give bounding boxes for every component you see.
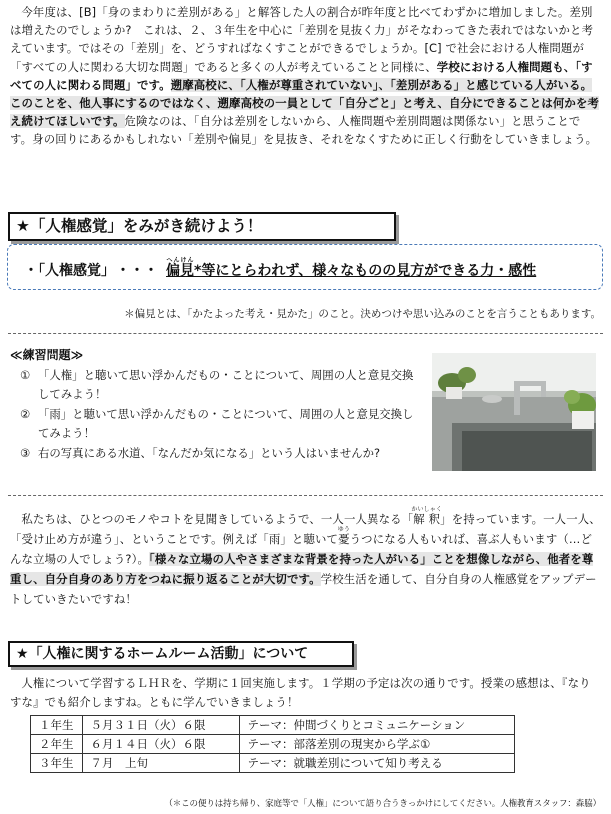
grade-cell: １年生 (31, 716, 83, 735)
theme-cell: テーマ：就職差別について知り考える (239, 754, 514, 773)
interpretation-paragraph (10, 506, 602, 609)
para2-ruby: かいしゃく (411, 506, 443, 513)
para2-text-c: うつになる人もいれば、喜ぶ人もいます（…どんな立場の人でしょう?）。 (10, 532, 592, 566)
para2-word2: 憂 (337, 532, 350, 546)
sink-photo (432, 353, 596, 471)
theme-cell: テーマ：部落差別の現実から学ぶ① (239, 735, 514, 754)
exercise-title: ≪練習問題≫ (10, 348, 84, 362)
para2-ruby2: ゆう (337, 526, 351, 533)
para2-text: 私たちは、ひとつのモノやコトを見聞きしているようで、一人一人異なる「 (21, 512, 414, 526)
section-heading-homeroom: ★「人権に関するホームルーム活動」について (8, 641, 354, 667)
footer-note: （＊この便りは持ち帰り、家庭等で「人権」について語り合うきっかけにしてください。人権教育スタッフ：森脇） (164, 799, 601, 809)
para2-text-b: 」を持っています。一人一人、「受け止め方が違う」、ということです。例えば「雨」と聴いて (10, 512, 601, 546)
lhr-schedule-table (30, 715, 515, 773)
para2-word: 解釈 (411, 512, 443, 526)
intro-highlight: 遡摩高校に、「人権が尊重されていない」、「差別がある」と感じている人がいる。このことを、他人事にするのではなく、遡摩高校の一員として「自分ごと」と考え、自分にできることは何かを考え続けてほしいです。 (10, 77, 600, 129)
intro-paragraph (10, 3, 602, 149)
divider-top (8, 333, 603, 334)
exercise-text: 「雨」と聴いて思い浮かんだもの・ことについて、周囲の人と意見交換してみよう！ (38, 407, 414, 440)
intro-text-end: 危険なのは、「自分は差別をしないから、人権問題や差別問題は関係ない」と思うことです。身の回りにあるかもしれない「差別や偏見」を見抜き、それをなくすために正しく行動をしていきましょう。 (10, 114, 598, 147)
table-row (31, 754, 515, 773)
exercise-number: ② (20, 407, 31, 421)
definition-term: 「人権感覚」 (38, 263, 108, 279)
bullet: ・ (24, 263, 38, 279)
definition-dots: ・・・ (116, 263, 158, 279)
para2-text-d: 学校生活を通して、自分自身の人権感覚をアップデートしていきたいですね！ (10, 572, 597, 606)
intro-text: 今年度は、[B]「身のまわりに差別がある」と解答した人の割合が昨年度と比べてわずかに増加しました。差別は増えたのでしょうか? これは、２、３年生を中心に「差別を見抜く力」がそなわってきた表れではないかと考えています。ではその「差別」を、どうすればなくすことができるでしょうか。[C] で社会における人権問題が「すべての人に関わる大切な問題」であると多くの人が考えていることと同様に、 (10, 5, 594, 74)
definition-body (166, 257, 537, 279)
prejudice-note: ＊偏見とは、「かたよった考え・見かた」のこと。決めつけや思い込みのことを言うこともあります。 (124, 308, 601, 320)
definition-box (7, 244, 603, 290)
section-heading-jinken-kankaku: ★「人権感覚」をみがき続けよう！ (8, 212, 396, 241)
para2-highlight: 「様々な立場の人やさまざまな背景を持った人がいる」ことを想像しながら、他者を尊重し、自分自身のあり方をつねに振り返ることが大切です。 (10, 552, 594, 586)
theme-cell: テーマ：仲間づくりとコミュニケーション (239, 716, 514, 735)
grade-cell: ２年生 (31, 735, 83, 754)
intro-bold: 学校における人権問題も、「すべての人に関わる問題」です。 (10, 59, 593, 92)
exercise-number: ③ (20, 446, 31, 460)
exercise-text: 右の写真にある水道、「なんだか気になる」という人はいませんか? (38, 446, 381, 460)
lhr-text: 人権について学習するＬＨＲを、学期に１回実施します。１学期の予定は次の通りです。授業の感想は、『なりすな』でも紹介しますね。ともに学んでいきましょう！ (10, 676, 591, 709)
grade-cell: ３年生 (31, 754, 83, 773)
divider-bottom (8, 495, 603, 496)
table-row (31, 716, 515, 735)
exercise-item (20, 405, 420, 442)
exercise-text: 「人権」と聴いて思い浮かんだもの・ことについて、周囲の人と意見交換してみよう！ (38, 368, 414, 401)
sink-photo-illustration (432, 353, 596, 471)
date-cell: ６月１４日（火）６限 (82, 735, 239, 754)
definition-rest: *等にとらわれず、様々なものの見方ができる力・感性 (194, 263, 537, 279)
definition-ruby: へんけん (166, 257, 194, 264)
lhr-paragraph (10, 674, 602, 712)
exercise-item (20, 444, 420, 463)
exercise-item (20, 366, 420, 403)
exercise-number: ① (20, 368, 31, 382)
definition-text (24, 257, 536, 280)
date-cell: ５月３１日（火）６限 (82, 716, 239, 735)
date-cell: ７月 上旬 (82, 754, 239, 773)
exercise-list (20, 366, 420, 465)
table-row (31, 735, 515, 754)
definition-word: 偏見 (166, 263, 194, 279)
